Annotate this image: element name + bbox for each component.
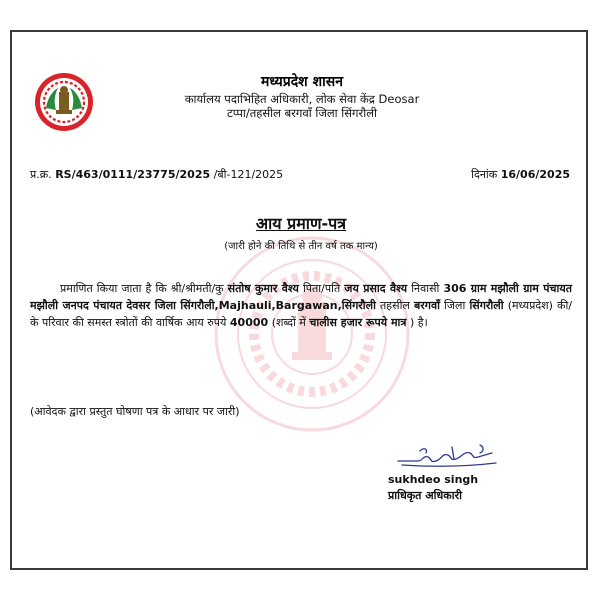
office-location: टप्पा/तहसील बरगवाँ जिला सिंगरौली (227, 105, 377, 120)
office-header (102, 74, 502, 120)
date-label: दिनांक (471, 168, 498, 181)
certificate-paragraph (30, 280, 572, 331)
certificate-body (30, 280, 572, 331)
reference-label: प्र.क्र. (30, 168, 52, 181)
certificate-validity: (जारी होने की तिथि से तीन वर्ष तक मान्य) (224, 241, 378, 252)
reference-number (30, 167, 283, 182)
issue-date (471, 167, 570, 182)
office-name: कार्यालय पदाभिहित अधिकारी, लोक सेवा केंद्र Deosar (184, 91, 420, 106)
handwritten-signature-icon (392, 437, 502, 471)
reference-code: RS/463/0111/23775/2025 (55, 168, 211, 181)
body-text-2: पिता/पति (302, 282, 341, 295)
holder-address: 306 ग्राम मझौली ग्राम पंचायत मझौली जनपद पंचायत देवसर जिला सिंगरौली,Majhauli,Bargawan,सिंगरौली (30, 282, 572, 313)
tehsil-name: बरगवाँ (413, 299, 440, 313)
certificate-frame (10, 30, 588, 570)
body-text-4: तहसील (380, 299, 410, 313)
signer-name: sukhdeo singh (388, 473, 479, 486)
signer-designation: प्राधिकृत अधिकारी (388, 488, 462, 502)
father-name: जय प्रसाद वैश्य (344, 282, 408, 295)
body-text-8: ) है। (409, 316, 428, 330)
certificate-title: आय प्रमाण-पत्र (255, 214, 347, 233)
signing-authority (388, 472, 478, 504)
mp-emblem-watermark-icon (212, 234, 412, 434)
government-title: मध्यप्रदेश शासन (261, 74, 343, 90)
reference-suffix: /बी-121/2025 (213, 168, 284, 181)
income-amount-words: चालीस हजार रूपये मात्र (309, 316, 407, 330)
body-text-6: (मध्यप्रदेश) की/के परिवार की समस्त स्त्रोतों की वार्षिक आय रुपये (30, 299, 573, 330)
income-amount: 40000 (229, 316, 269, 330)
body-text-3: निवासी (411, 282, 440, 295)
body-text-1: प्रमाणित किया जाता है कि श्री/श्रीमती/कु (60, 282, 224, 295)
issuance-note: (आवेदक द्वारा प्रस्तुत घोषणा पत्र के आधार पर जारी) (30, 405, 240, 418)
district-name: सिंगरौली (469, 299, 504, 313)
body-text-7: (शब्दों में (271, 316, 306, 330)
mp-government-emblem-icon (34, 72, 94, 132)
date-value: 16/06/2025 (500, 168, 570, 181)
holder-name: संतोष कुमार वैश्य (227, 282, 299, 295)
body-text-5: जिला (444, 299, 466, 313)
